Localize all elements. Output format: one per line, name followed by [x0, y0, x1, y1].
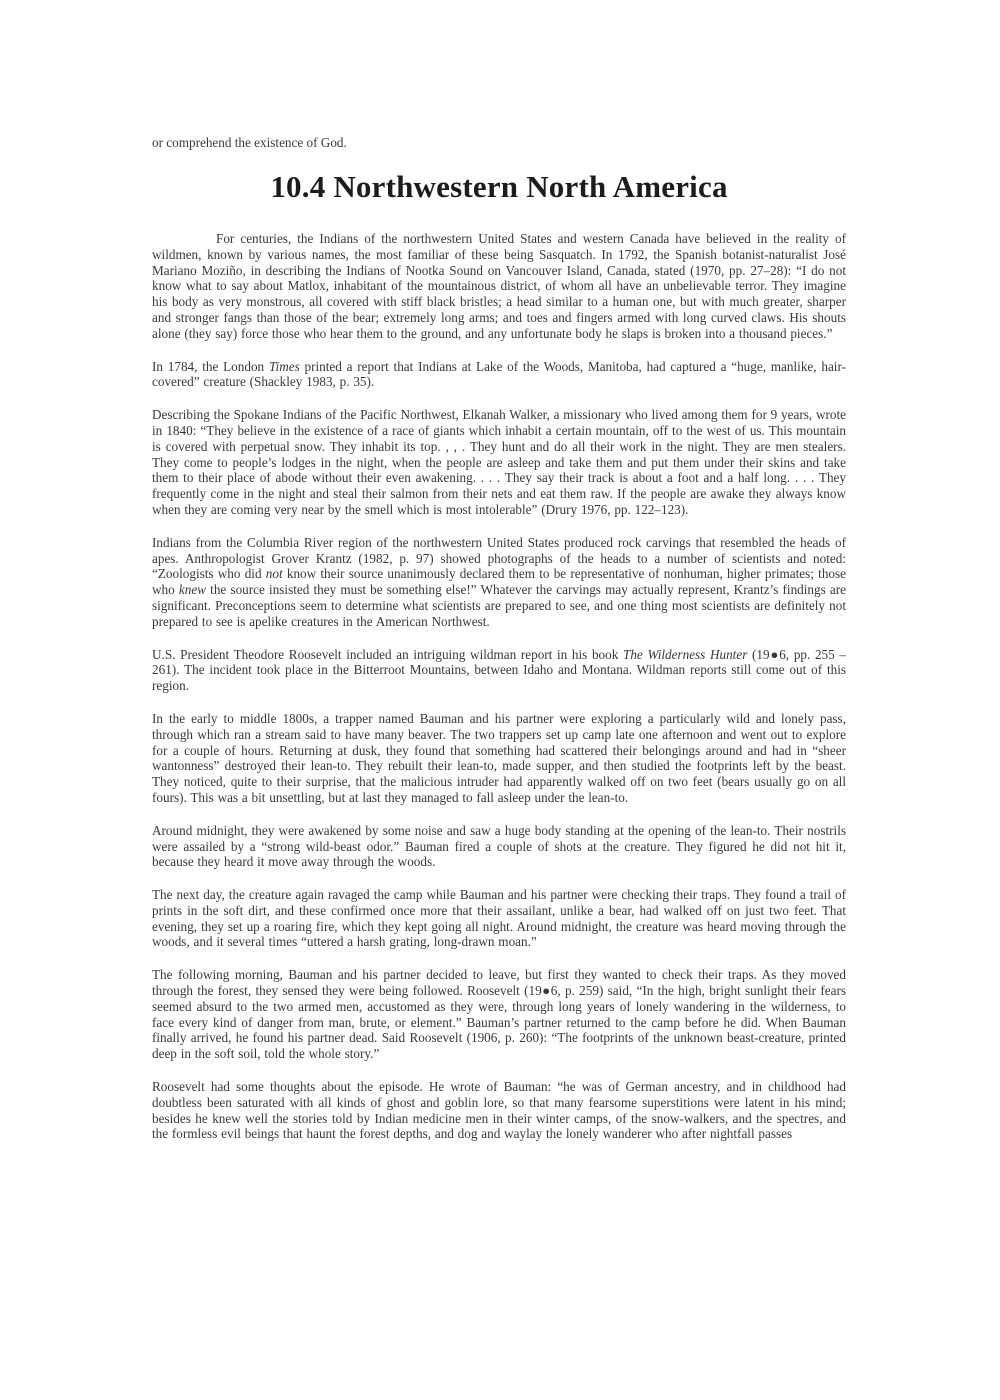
- body-paragraph: In 1784, the London Times printed a report that Indians at Lake of the Woods, Manitoba, had captured a “huge, manlike, hair-covered” creature (Shackley 1983, p. 35).: [152, 358, 846, 390]
- text-column: [152, 135, 846, 1159]
- body-paragraph: Around midnight, they were awakened by some noise and saw a huge body standing at the opening of the lean-to. Their nostrils were assailed by a “strong wild-beast odor.” Bauman fired a couple of shots at the creature. They figured he did not hit it, because they heard it move away through the woods.: [152, 822, 846, 870]
- body-paragraph: Roosevelt had some thoughts about the episode. He wrote of Bauman: “he was of German ancestry, and in childhood had doubtless been saturated with all kinds of ghost and goblin lore, so that many fearsome superstitions were latent in his mind; besides he knew well the stories told by Indian medicine men in their winter camps, of the snow-walkers, and the spectres, and the formless evil beings that haunt the forest depths, and dog and waylay the lonely wanderer who after nightfall passes: [152, 1079, 846, 1142]
- body-paragraph: Indians from the Columbia River region of the northwestern United States produced rock carvings that resembled the heads of apes. Anthropologist Grover Krantz (1982, p. 97) showed photographs of the heads to a number of scientists and noted: “Zoologists who did not know their source unanimously declared them to be representative of nonhuman, higher primates; those who knew the source insisted they must be something else!” Whatever the carvings may actually represent, Krantz’s findings are significant. Preconceptions seem to determine what scientists are prepared to see, and one thing most scientists are definitely not prepared to see is apelike creatures in the American Northwest.: [152, 534, 847, 629]
- body-paragraph: U.S. President Theodore Roosevelt included an intriguing wildman report in his book The Wilderness Hunter (19●6, pp. 255 –261). The incident took place in the Bitterroot Mountains, between Idaho and Montana. Wildman reports still come out of this region.: [152, 646, 846, 694]
- body-paragraph: The next day, the creature again ravaged the camp while Bauman and his partner were checking their traps. They found a trail of prints in the soft dirt, and these confirmed once more that their assailant, unlike a bear, had walked off on just two feet. That evening, they set up a roaring fire, which they kept going all night. Around midnight, the creature was heard moving through the woods, and it several times “uttered a harsh grating, long-drawn moan.”: [152, 887, 846, 950]
- carryover-sentence: or comprehend the existence of God.: [152, 135, 347, 150]
- body-paragraph: In the early to middle 1800s, a trapper named Bauman and his partner were exploring a particularly wild and lonely pass, through which ran a stream said to have many beaver. The two trappers set up camp late one afternoon and went out to explore for a couple of hours. Returning at dusk, they found that something had scattered their belongings around and had in “sheer wantonness” destroyed their lean-to. They rebuilt their lean-to, made supper, and then studied the footprints left by the beast. They noticed, quite to their surprise, that the malicious intruder had apparently walked off on two feet (bears usually go on all fours). This was a bit unsettling, but at last they managed to fall asleep under the lean-to.: [152, 710, 846, 805]
- body-paragraph: The following morning, Bauman and his partner decided to leave, but first they wanted to check their traps. As they moved through the forest, they sensed they were being followed. Roosevelt (19●6, p. 259) said, “In the high, bright sunlight their fears seemed absurd to the two armed men, accustomed as they were, through long years of lonely wandering in the wilderness, to face every kind of danger from man, brute, or element.” Bauman’s partner returned to the camp before he did. When Bauman finally arrived, he found his partner dead. Said Roosevelt (1906, p. 260): “The footprints of the unknown beast-creature, printed deep in the soft soil, told the whole story.”: [152, 967, 846, 1062]
- body-paragraph: For centuries, the Indians of the northwestern United States and western Canada have believed in the reality of wildmen, known by various names, the most familiar of these being Sasquatch. In 1792, the Spanish botanist-naturalist José Mariano Moziño, in describing the Indians of Nootka Sound on Vancouver Island, Canada, stated (1970, pp. 27–28): “I do not know what to say about Matlox, inhabitant of the mountainous district, of whom all have an unbelievable terror. They imagine his body as very monstrous, all covered with stiff black bristles; a head similar to a human one, but with much greater, sharper and stronger fangs than those of the bear; extremely long arms; and toes and fingers armed with long curved claws. His shouts alone (they say) force those who hear them to the ground, and any unfortunate body he slaps is broken into a thousand pieces.”: [152, 231, 846, 341]
- section-heading: 10.4 Northwestern North America: [270, 169, 728, 204]
- body-paragraph: Describing the Spokane Indians of the Pacific Northwest, Elkanah Walker, a missionary who lived among them for 9 years, wrote in 1840: “They believe in the existence of a race of giants which inhabit a certain mountain, off to the west of us. This mountain is covered with perpetual snow. They inhabit its top. , , . They hunt and do all their work in the night. They are men stealers. They come to people’s lodges in the night, when the people are asleep and take them and put them under their skins and take them to their place of abode without their even awakening. . . . They say their track is about a foot and a half long. . . . They frequently come in the night and steal their salmon from their nets and eat them raw. If the people are awake they always know when they are coming very near by the smell which is most intolerable” (Drury 1976, pp. 122–123).: [152, 407, 846, 517]
